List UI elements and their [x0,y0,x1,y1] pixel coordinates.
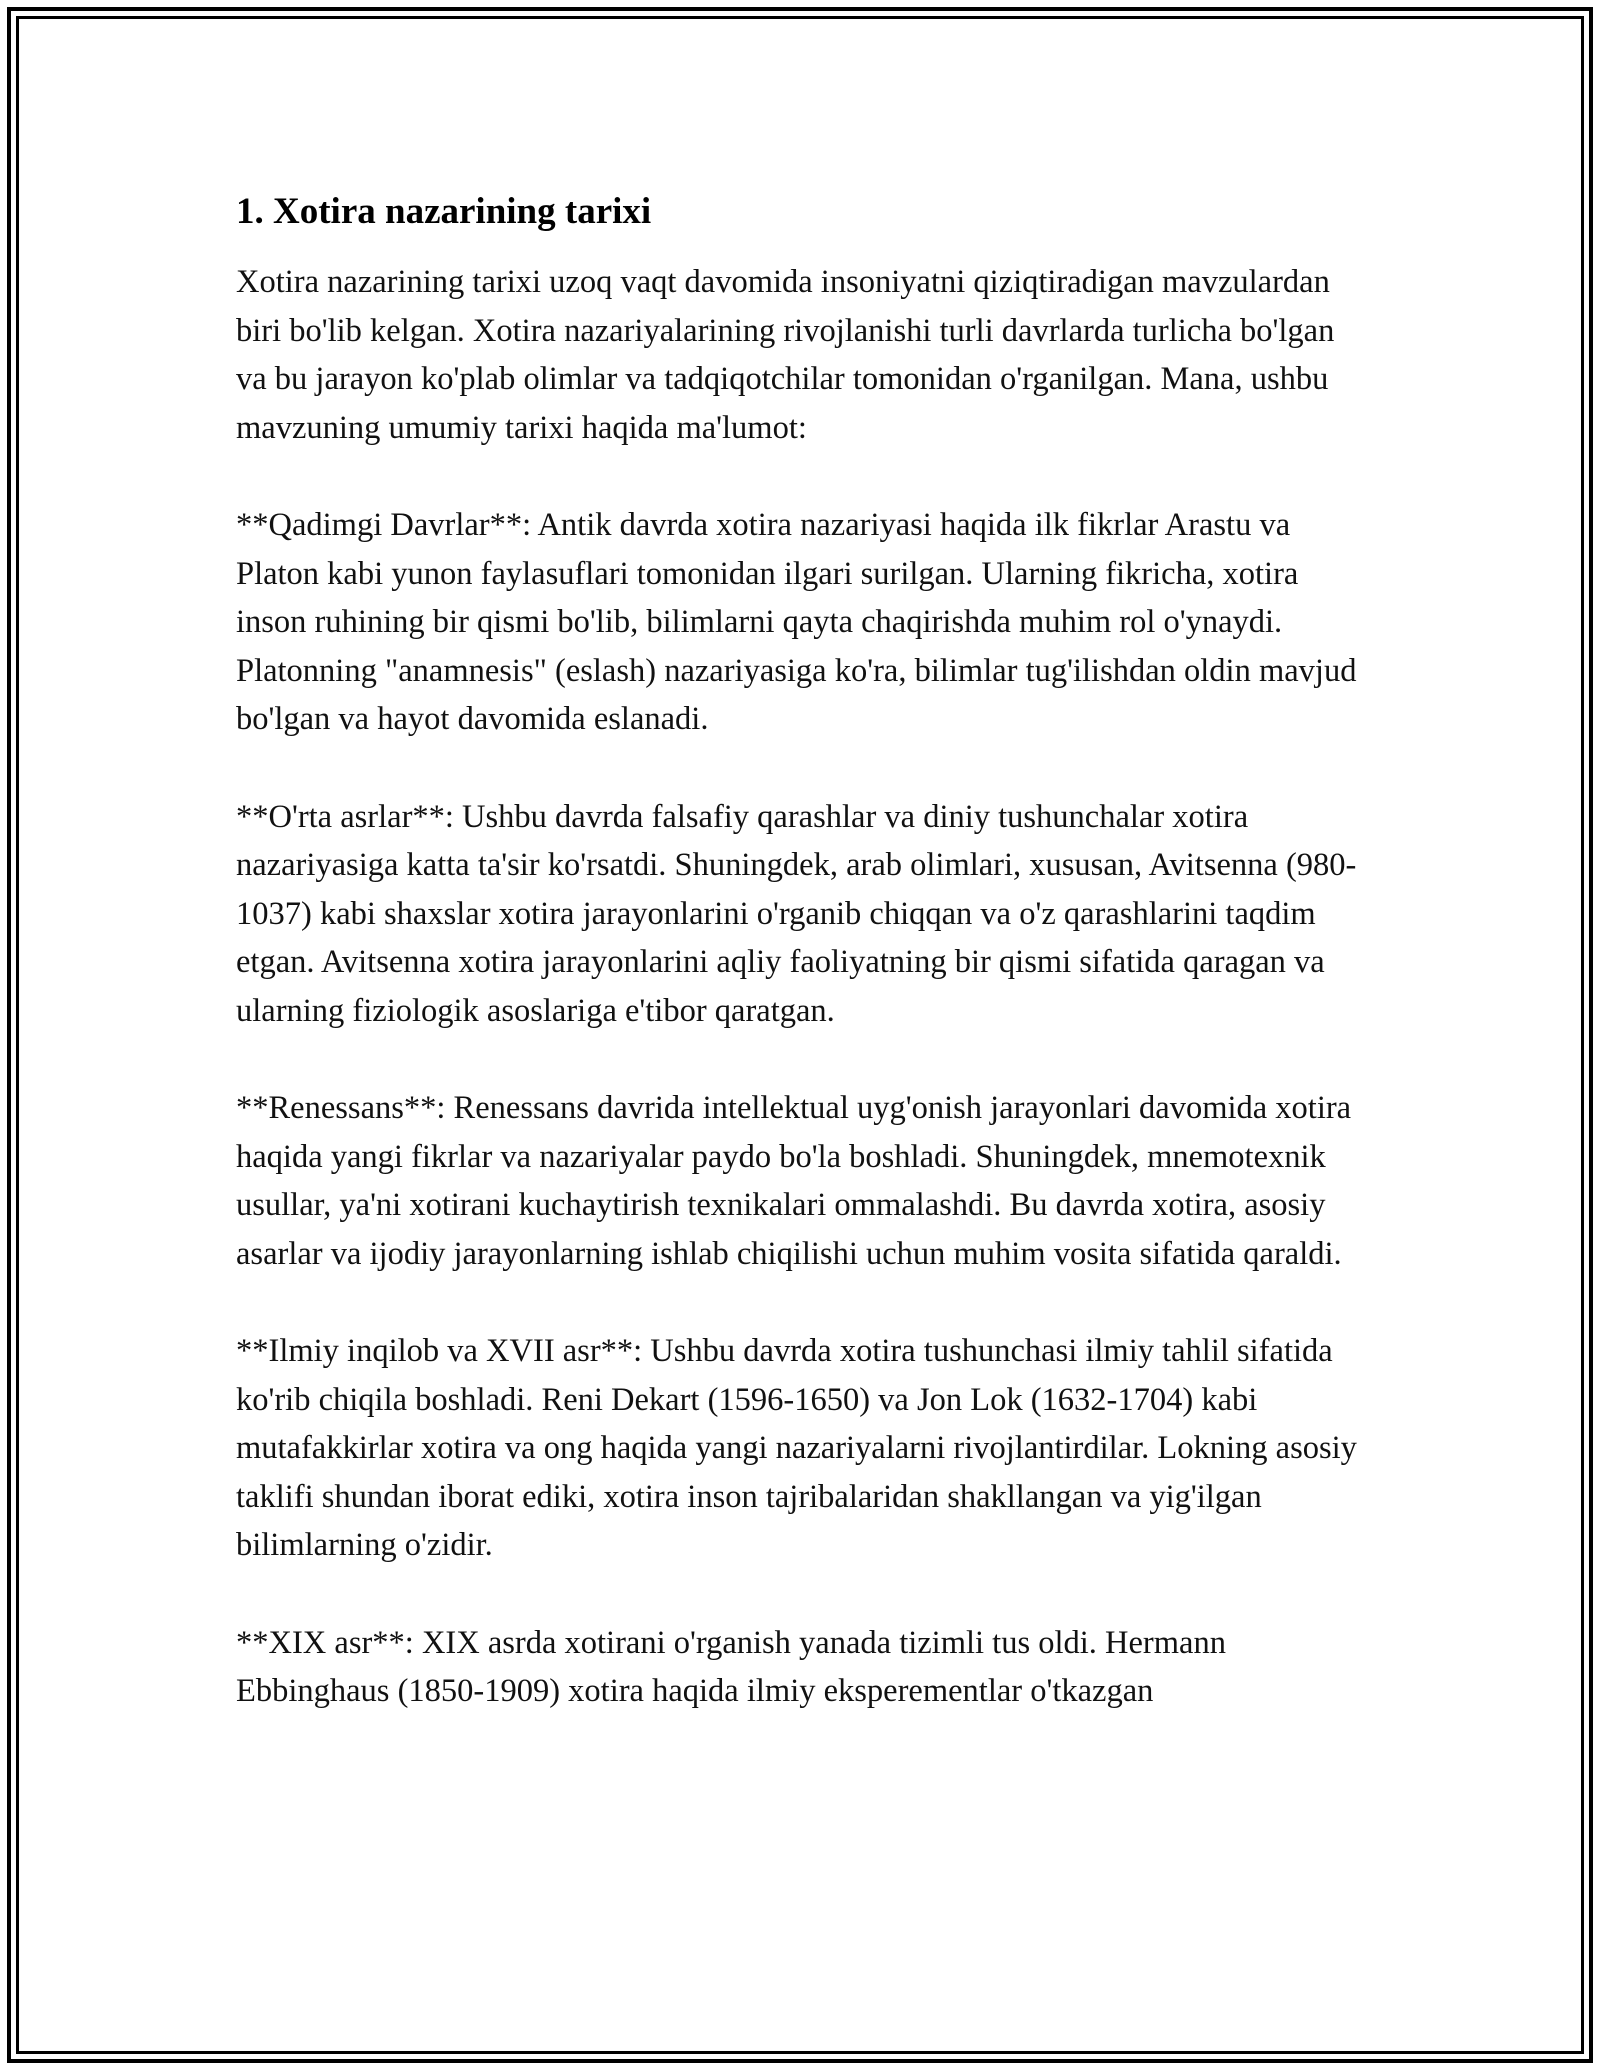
paragraph-middle-ages: **O'rta asrlar**: Ushbu davrda falsafiy qarashlar va diniy tushunchalar xotira nazariyasiga katta ta'sir ko'rsatdi. Shuningdek, arab olimlari, xususan, Avitsenna (980-1037) kabi shaxslar xotira jarayonlarini o'rganib chiqqan va o'z qarashlarini taqdim etgan. Avitsenna xotira jarayonlarini aqliy faoliyatning bir qismi sifatida qaragan va ularning fiziologik asoslariga e'tibor qaratgan. [236,798,1357,1029]
document-body [236,188,1366,1764]
paragraph-scientific-revolution: **Ilmiy inqilob va XVII asr**: Ushbu davrda xotira tushunchasi ilmiy tahlil sifatida ko'rib chiqila boshladi. Reni Dekart (1596-1650) va Jon Lok (1632-1704) kabi mutafakkirlar xotira va ong haqida yangi nazariyalarni rivojlantirdilar. Lokning asosiy taklifi shundan iborat ediki, xotira inson tajribalaridan shakllangan va yig'ilgan bilimlarning o'zidir. [236,1333,1357,1564]
paragraph-intro: Xotira nazarining tarixi uzoq vaqt davomida insoniyatni qiziqtiradigan mavzulardan biri bo'lib kelgan. Xotira nazariyalarining rivojlanishi turli davrlarda turlicha bo'lgan va bu jarayon ko'plab olimlar va tadqiqotchilar tomonidan o'rganilgan. Mana, ushbu mavzuning umumiy tarixi haqida ma'lumot: [236,264,1335,446]
paragraph-nineteenth-century: **XIX asr**: XIX asrda xotirani o'rganish yanada tizimli tus oldi. Hermann Ebbinghaus (1850-1909) xotira haqida ilmiy eksperementlar o'tkazgan [236,1624,1226,1710]
paragraph-renaissance: **Renessans**: Renessans davrida intellektual uyg'onish jarayonlari davomida xotira haqida yangi fikrlar va nazariyalar paydo bo'la boshladi. Shuningdek, mnemotexnik usullar, ya'ni xotirani kuchaytirish texnikalari ommalashdi. Bu davrda xotira, asosiy asarlar va ijodiy jarayonlarning ishlab chiqilishi uchun muhim vosita sifatida qaraldi. [236,1090,1352,1272]
paragraph-ancient-era: **Qadimgi Davrlar**: Antik davrda xotira nazariyasi haqida ilk fikrlar Arastu va Platon kabi yunon faylasuflari tomonidan ilgari surilgan. Ularning fikricha, xotira inson ruhining bir qismi bo'lib, bilimlarni qayta chaqirishda muhim rol o'ynaydi. Platonning "anamnesis" (eslash) nazariyasiga ko'ra, bilimlar tug'ilishdan oldin mavjud bo'lgan va hayot davomida eslanadi. [236,506,1357,738]
section-heading: 1. Xotira nazarining tarixi [236,191,652,232]
